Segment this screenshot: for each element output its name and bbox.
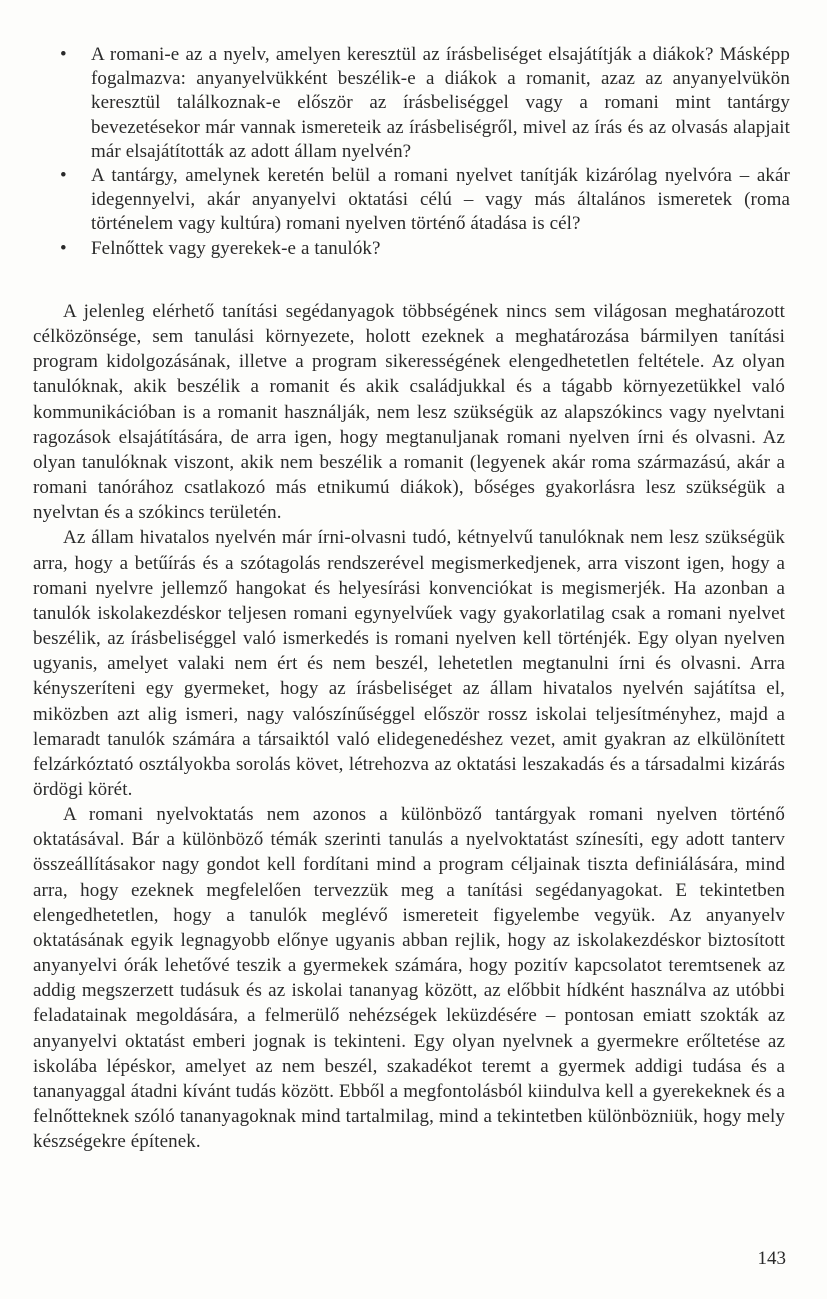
bullet-item: • Felnőttek vagy gyerekek-e a tanulók? [60, 237, 790, 261]
paragraph: A romani nyelvoktatás nem azonos a különböző tantárgyak romani nyelven történő oktatásával. Bár a különböző témák szerinti tanulás a nyelvoktatást színesíti, egy adott tanterv összeállításakor nagy gondot kell fordítani mind a program céljainak tiszta definiálására, mind arra, hogy ezeknek megfelelően tervezzük meg a tanítási segédanyagokat. E tekintetben elengedhetetlen, hogy a tanulók meglévő ismereteit figyelembe vegyük. Az anyanyelv oktatásának egyik legnagyobb előnye ugyanis abban rejlik, hogy az iskolakezdéskor biztosított anyanyelvi órák lehetővé teszik a gyermekek számára, hogy pozitív kapcsolatot teremtsenek az addig megszerzett tudásuk és az iskolai tananyag között, az előbbit hídként használva az utóbbi feladatainak megoldására, a felmerülő nehézségek leküzdésére – pontosan emiatt szokták az anyanyelvi oktatást emberi jognak is tekinteni. Egy olyan nyelvnek a gyermekre erőltetése az iskolába lépéskor, amelyet az nem beszél, szakadékot teremt a gyermek addigi tudása és a tananyaggal átadni kívánt tudás között. Ebből a megfontolásból kiindulva kell a gyerekeknek és a felnőtteknek szóló tananyagoknak mind tartalmilag, mind a tekintetben különbözniük, hogy mely készségekre építenek. [33, 804, 785, 1153]
body-text [33, 299, 785, 1154]
page-number: 143 [757, 1248, 786, 1269]
paragraph: A jelenleg elérhető tanítási segédanyagok többségének nincs sem világosan meghatározott célközönsége, sem tanulási környezete, holott ezeknek a meghatározása bármilyen tanítási program kidolgozásának, illetve a program sikerességének elengedhetetlen feltétele. Az olyan tanulóknak, akik beszélik a romanit és akik családjukkal és a tágabb környezetükkel való kommunikációban is a romanit használják, nem lesz szükségük az alapszókincs vagy nyelvtani ragozások elsajátítására, de arra igen, hogy megtanuljanak romani nyelven írni és olvasni. Az olyan tanulóknak viszont, akik nem beszélik a romanit (legyenek akár roma származású, akár a romani tanórához csatlakozó más etnikumú diákok), bőséges gyakorlásra lesz szükségük a nyelvtan és a szókincs területén. [33, 301, 785, 524]
paragraph: Az állam hivatalos nyelvén már írni-olvasni tudó, kétnyelvű tanulóknak nem lesz szükségük arra, hogy a betűírás és a szótagolás rendszerével megismerkedjenek, arra viszont igen, hogy a romani nyelvre jellemző hangokat és helyesírási konvenciókat is megismerjék. Ha azonban a tanulók iskolakezdéskor teljesen romani egynyelvűek vagy gyakorlatilag csak a romani nyelvet beszélik, az írásbeliséggel való ismerkedés is romani nyelven kell történjék. Egy olyan nyelven ugyanis, amelyet valaki nem ért és nem beszél, lehetetlen megtanulni írni és olvasni. Arra kényszeríteni egy gyermeket, hogy az írásbeliséget az állam hivatalos nyelvén sajátítsa el, miközben azt alig ismeri, nagy valószínűséggel először rossz iskolai teljesítményhez, majd a lemaradt tanulók számára a társaiktól való elidegenedéshez vezet, amit gyakran az elkülönített felzárkóztató osztályokba sorolás követ, létrehozva az oktatási leszakadás és a társadalmi kizárás ördögi körét. [33, 527, 785, 800]
bullet-item: • A tantárgy, amelynek keretén belül a romani nyelvet tanítják kizárólag nyelvóra – akár idegennyelvi, akár anyanyelvi oktatási célú – vagy más általános ismeretek (roma történelem vagy kultúra) romani nyelven történő átadása is cél? [60, 164, 790, 237]
question-bullet-list [60, 43, 790, 261]
bullet-item: • A romani-e az a nyelv, amelyen keresztül az írásbeliséget elsajátítják a diákok? Másképp fogalmazva: anyanyelvükként beszélik-e a diákok a romanit, azaz az anyanyelvükön keresztül találkoznak-e először az írásbeliséggel vagy a romani mint tantárgy bevezetésekor már vannak ismereteik az írásbeliségről, mivel az írás és az olvasás alapjait már elsajátították az adott állam nyelvén? [60, 43, 790, 164]
